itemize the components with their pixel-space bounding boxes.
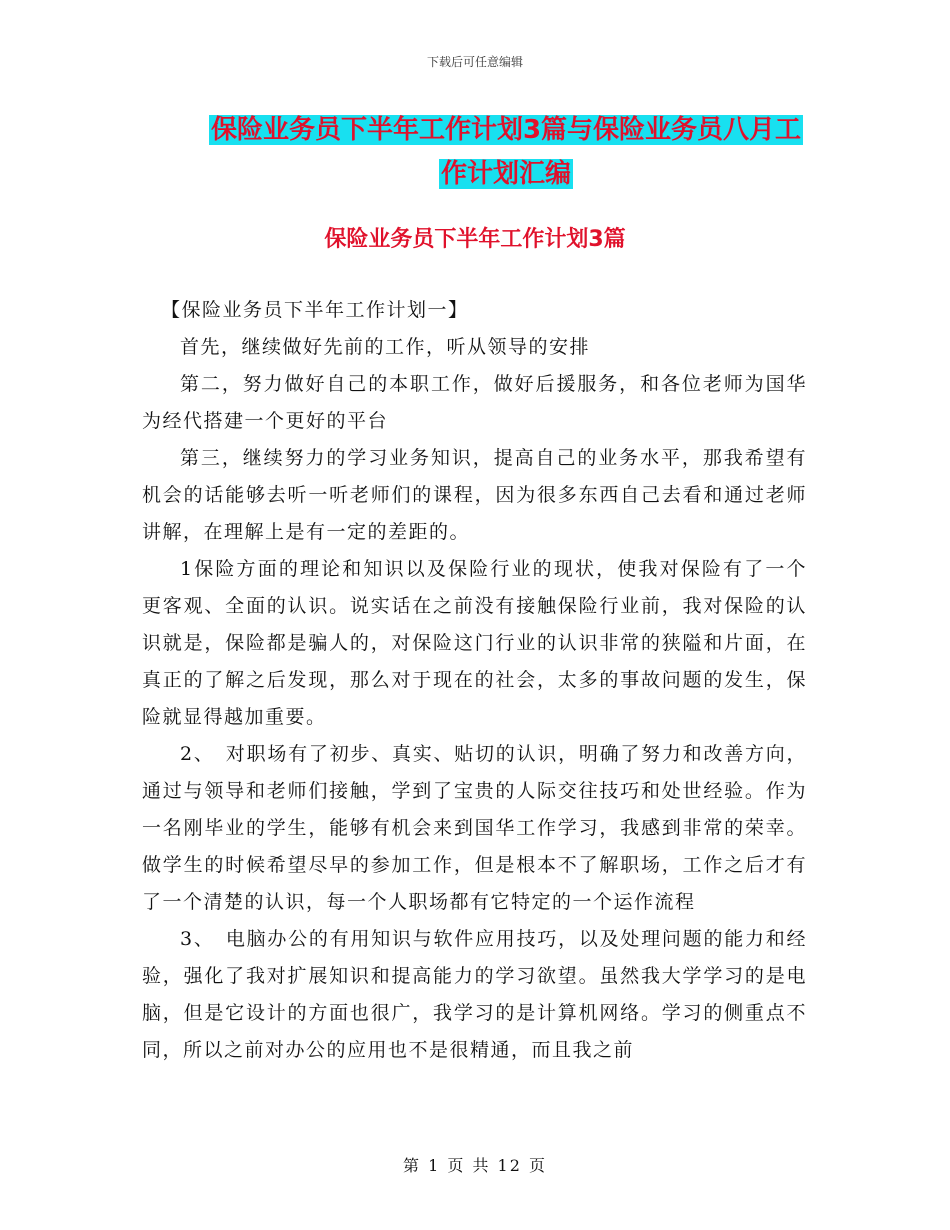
paragraph: 首先，继续做好先前的工作，听从领导的安排 — [180, 336, 591, 358]
paragraph: 3、 电脑办公的有用知识与软件应用技巧，以及处理问题的能力和经验，强化了我对扩展知识和提高能力的学习欲望。虽然我大学学习的是电脑，但是它设计的方面也很广，我学习的是计算机网络。学习的侧重点不同，所以之前对办公的应用也不是很精通，而且我之前 — [142, 928, 807, 1061]
paragraph: 第三，继续努力的学习业务知识，提高自己的业务水平，那我希望有机会的话能够去听一听老师们的课程，因为很多东西自己去看和通过老师讲解，在理解上是有一定的差距的。 — [142, 447, 807, 543]
section-title: 保险业务员下半年工作计划3篇 — [324, 227, 626, 252]
header-note: 下载后可任意编辑 — [426, 55, 523, 69]
paragraph: 第二，努力做好自己的本职工作，做好后援服务，和各位老师为国华为经代搭建一个更好的平台 — [142, 373, 807, 432]
title-line-1: 保险业务员下半年工作计划3篇与保险业务员八月工 — [210, 115, 802, 145]
paragraph-heading: 【保险业务员下半年工作计划一】 — [161, 299, 469, 321]
title-line-2: 作计划汇编 — [440, 159, 571, 189]
paragraph: 1保险方面的理论和知识以及保险行业的现状，使我对保险有了一个更客观、全面的认识。说实话在之前没有接触保险行业前，我对保险的认识就是，保险都是骗人的，对保险这门行业的认识非常的狭隘和片面，在真正的了解之后发现，那么对于现在的社会，太多的事故问题的发生，保险就显得越加重要。 — [142, 558, 807, 728]
document-title — [196, 108, 816, 196]
paragraph: 2、 对职场有了初步、真实、贴切的认识，明确了努力和改善方向，通过与领导和老师们接触，学到了宝贵的人际交往技巧和处世经验。作为一名刚毕业的学生，能够有机会来到国华工作学习，我感到非常的荣幸。做学生的时候希望尽早的参加工作，但是根本不了解职场，工作之后才有了一个清楚的认识，每一个人职场都有它特定的一个运作流程 — [142, 743, 807, 913]
page-footer: 第 1 页 共 12 页 — [403, 1156, 547, 1175]
document-body — [142, 292, 807, 1069]
